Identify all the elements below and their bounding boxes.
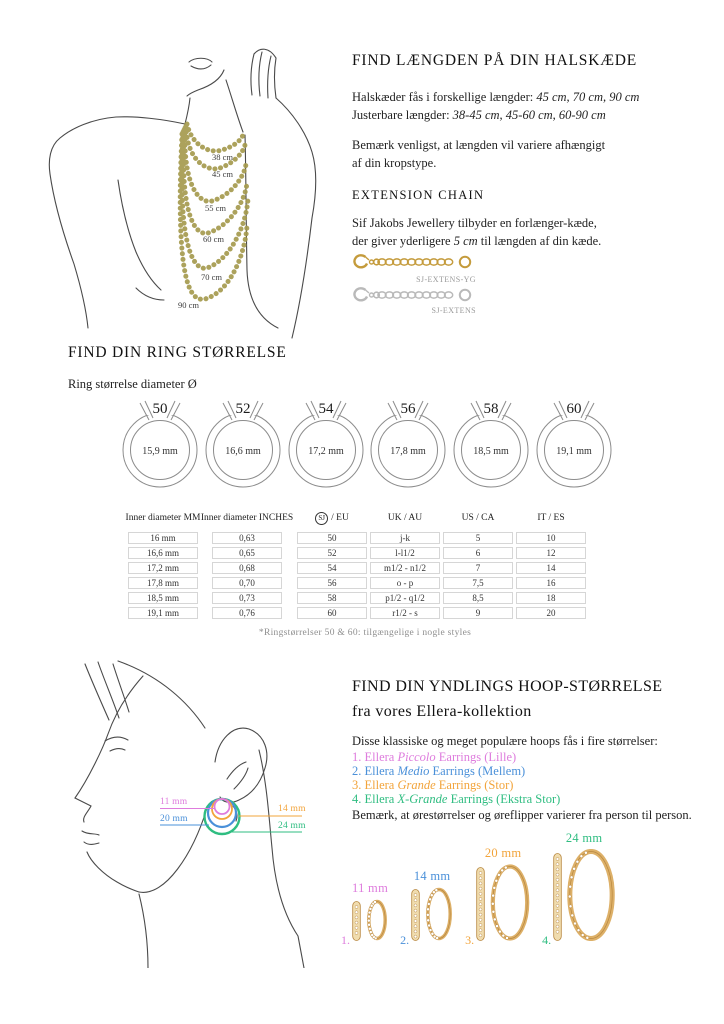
table-header: US / CA — [461, 513, 495, 523]
table-cell: 0,63 — [212, 532, 282, 544]
ring-diameter-label: 19,1 mm — [556, 446, 592, 457]
hoop-intro: Disse klassiske og meget populære hoops fås i fire størrelser: — [352, 734, 658, 748]
hoop-pair-column — [352, 881, 388, 946]
ring-diameter-label: 15,9 mm — [142, 446, 178, 457]
hoop-section-title — [352, 674, 662, 724]
extension-chain-gold-label: SJ-EXTENS-YG — [416, 275, 476, 284]
hoop-item-number: 2. — [352, 764, 362, 778]
table-header: Inner diameter INCHES — [200, 513, 294, 523]
table-cell: 7,5 — [443, 577, 513, 589]
hoop-size-label: 14 mm — [413, 869, 451, 883]
ring-size-number: 58 — [483, 401, 499, 417]
ring-size-number: 56 — [400, 401, 416, 417]
hoop-list-item — [352, 750, 560, 764]
hoop-pair-column — [476, 846, 530, 946]
hoop-item-style-name: Medio — [397, 764, 430, 778]
ring-diameter-label: 17,8 mm — [390, 446, 427, 457]
necklace-section-title: FIND LÆNGDEN PÅ DIN HALSKÆDE — [352, 52, 638, 69]
hoop-pair — [341, 881, 388, 946]
ring-size-diagrams — [120, 396, 614, 488]
hoop-pair-number: 4. — [542, 933, 552, 947]
necklace-length-illustration — [40, 40, 340, 340]
ring-drawing — [368, 396, 448, 488]
table-cell: 0,68 — [212, 562, 282, 574]
ring-size-table — [125, 510, 586, 619]
hoop-circle-11mm — [215, 799, 230, 814]
ring-table-head — [125, 510, 586, 526]
table-row — [128, 574, 586, 589]
hoop-item-suffix: Earrings (Mellem) — [429, 764, 526, 778]
extension-line2-italic: 5 cm — [453, 234, 478, 248]
hoop-list-item — [352, 792, 560, 806]
length-label: 38 cm — [212, 152, 234, 162]
hoop-earrings-image — [476, 864, 530, 946]
hoop-list-item — [352, 778, 560, 792]
hoop-size-label: 11 mm — [352, 881, 389, 895]
hoop-size-circles — [205, 799, 240, 834]
table-cell: 18,5 mm — [128, 592, 198, 604]
table-cell: 6 — [443, 547, 513, 559]
sj-logo-badge: SJ — [315, 512, 328, 525]
extension-line2 — [352, 232, 601, 250]
table-row — [128, 544, 586, 559]
hoop-pair — [542, 831, 615, 946]
table-cell: 18 — [516, 592, 586, 604]
extension-chain-heading: EXTENSION CHAIN — [352, 188, 485, 202]
hoop-pair-column — [553, 831, 615, 946]
hoop-item-style-name: Piccolo — [397, 750, 436, 764]
table-row — [128, 604, 586, 619]
table-cell: 0,70 — [212, 577, 282, 589]
ring-size-number: 60 — [566, 401, 582, 417]
table-header: UK / AU — [387, 513, 423, 523]
hoop-earrings-image — [352, 899, 388, 946]
table-cell: 54 — [297, 562, 367, 574]
table-cell: 16 — [516, 577, 586, 589]
ring-drawing — [203, 396, 283, 488]
hoop-item-suffix: Earrings (Stor) — [435, 778, 514, 792]
table-header: SJ / EU — [297, 510, 367, 526]
hoop-pair-number: 2. — [400, 933, 410, 947]
table-cell: 50 — [297, 532, 367, 544]
table-row — [128, 529, 586, 544]
ring-diagram — [451, 396, 531, 488]
hoop-pair — [400, 869, 453, 946]
table-cell: 14 — [516, 562, 586, 574]
face-profile-lines — [75, 661, 304, 968]
hoop-item-name: Ellera — [361, 792, 398, 806]
ring-diameter-label: 16,6 mm — [225, 446, 261, 457]
hoop-item-suffix: Earrings (Ekstra Stor) — [447, 792, 561, 806]
extension-line2-post: til længden af din kæde. — [477, 234, 602, 248]
extension-chain-silver-label: SJ-EXTENS — [431, 306, 476, 315]
ring-diagram — [120, 396, 200, 488]
adjustable-lengths-line — [352, 106, 606, 124]
table-cell: 19,1 mm — [128, 607, 198, 619]
hoop-item-number: 1. — [352, 750, 362, 764]
hoop-item-style-name: Grande — [397, 778, 436, 792]
hoop-earrings-image — [553, 849, 615, 946]
ring-drawing — [451, 396, 531, 488]
length-label: 60 cm — [203, 234, 225, 244]
table-cell: 58 — [297, 592, 367, 604]
table-header: Inner diameter MM — [125, 513, 201, 523]
table-header: IT / ES — [537, 513, 565, 523]
ring-drawing — [286, 396, 366, 488]
hoop-list — [352, 750, 560, 806]
table-row — [128, 559, 586, 574]
hoop-item-number: 3. — [352, 778, 362, 792]
table-cell: 7 — [443, 562, 513, 574]
hoop-size-images — [341, 830, 615, 946]
length-label: 45 cm — [212, 169, 234, 179]
length-label: 90 cm — [178, 300, 200, 310]
table-cell: 20 — [516, 607, 586, 619]
ear-label-24mm: 24 mm — [278, 821, 306, 831]
ring-size-number: 52 — [235, 401, 251, 417]
lengths-values: 45 cm, 70 cm, 90 cm — [536, 90, 640, 104]
ear-label-20mm: 20 mm — [160, 814, 188, 824]
necklace-lengths-line — [352, 88, 639, 106]
hoop-size-label: 20 mm — [484, 846, 522, 860]
hoop-pair-column — [411, 869, 453, 946]
table-cell: 0,76 — [212, 607, 282, 619]
table-cell: 60 — [297, 607, 367, 619]
table-cell: 0,73 — [212, 592, 282, 604]
hoop-pair-number: 3. — [465, 933, 475, 947]
table-cell: 10 — [516, 532, 586, 544]
table-cell: p1/2 - q1/2 — [370, 592, 440, 604]
hoop-item-name: Ellera — [361, 778, 398, 792]
ring-diameter-label: 18,5 mm — [473, 446, 509, 457]
lengths-label: Halskæder fås i forskellige længder: — [352, 90, 537, 104]
hoop-item-style-name: X-Grande — [397, 792, 448, 806]
hoop-item-name: Ellera — [361, 764, 398, 778]
extension-chain-gold-image — [352, 252, 476, 277]
table-cell: 16,6 mm — [128, 547, 198, 559]
ear-label-14mm: 14 mm — [278, 804, 306, 814]
table-cell: l-l1/2 — [370, 547, 440, 559]
table-cell: 56 — [297, 577, 367, 589]
hoop-item-suffix: Earrings (Lille) — [435, 750, 517, 764]
ring-size-number: 50 — [152, 401, 168, 417]
ring-section-subtitle: Ring størrelse diameter Ø — [68, 377, 197, 391]
hoop-list-item — [352, 764, 560, 778]
table-cell: 9 — [443, 607, 513, 619]
adjustable-values: 38-45 cm, 45-60 cm, 60-90 cm — [452, 108, 606, 122]
ear-label-11mm: 11 mm — [160, 797, 188, 807]
hoop-earrings-image — [411, 887, 453, 946]
ring-diagram — [286, 396, 366, 488]
hoop-pair-number: 1. — [341, 933, 350, 947]
extension-line2-pre: der giver yderligere — [352, 234, 454, 248]
adjustable-label: Justerbare længder: — [352, 108, 453, 122]
table-cell: 5 — [443, 532, 513, 544]
table-cell: 12 — [516, 547, 586, 559]
necklace-note-line2: af din kropstype. — [352, 156, 437, 170]
ring-table-body — [128, 529, 586, 619]
table-cell: r1/2 - s — [370, 607, 440, 619]
hoop-item-name: Ellera — [361, 750, 398, 764]
table-cell: m1/2 - n1/2 — [370, 562, 440, 574]
hoop-title-line1: FIND DIN YNDLINGS HOOP-STØRRELSE — [352, 678, 663, 695]
ring-drawing — [120, 396, 200, 488]
hoop-title-line2: fra vores Ellera-kollektion — [352, 703, 532, 720]
table-row — [128, 589, 586, 604]
ring-drawing — [534, 396, 614, 488]
ring-table-footnote: *Ringstørrelser 50 & 60: tilgængelige i nogle styles — [258, 628, 472, 638]
table-cell: 17,8 mm — [128, 577, 198, 589]
ring-diagram — [203, 396, 283, 488]
ring-diagram — [368, 396, 448, 488]
ring-diameter-label: 17,2 mm — [307, 446, 344, 457]
table-cell: 52 — [297, 547, 367, 559]
table-cell: 8,5 — [443, 592, 513, 604]
table-cell: j-k — [370, 532, 440, 544]
ring-size-number: 54 — [318, 401, 334, 417]
table-cell: 17,2 mm — [128, 562, 198, 574]
length-label: 70 cm — [201, 272, 223, 282]
length-label: 55 cm — [205, 203, 227, 213]
hoop-size-label: 24 mm — [565, 831, 603, 845]
hoop-note: Bemærk, at ørestørrelser og øreflipper varierer fra person til person. — [352, 808, 692, 822]
hoop-pair — [465, 846, 530, 946]
ring-section-title: FIND DIN RING STØRRELSE — [68, 344, 287, 361]
necklace-note-line1: Bemærk venligst, at længden vil variere afhængigt — [352, 138, 606, 152]
table-cell: o - p — [370, 577, 440, 589]
hoop-item-number: 4. — [352, 792, 362, 806]
ring-diagram — [534, 396, 614, 488]
extension-line1: Sif Jakobs Jewellery tilbyder en forlænger-kæde, — [352, 216, 597, 230]
table-cell: 0,65 — [212, 547, 282, 559]
table-cell: 16 mm — [128, 532, 198, 544]
